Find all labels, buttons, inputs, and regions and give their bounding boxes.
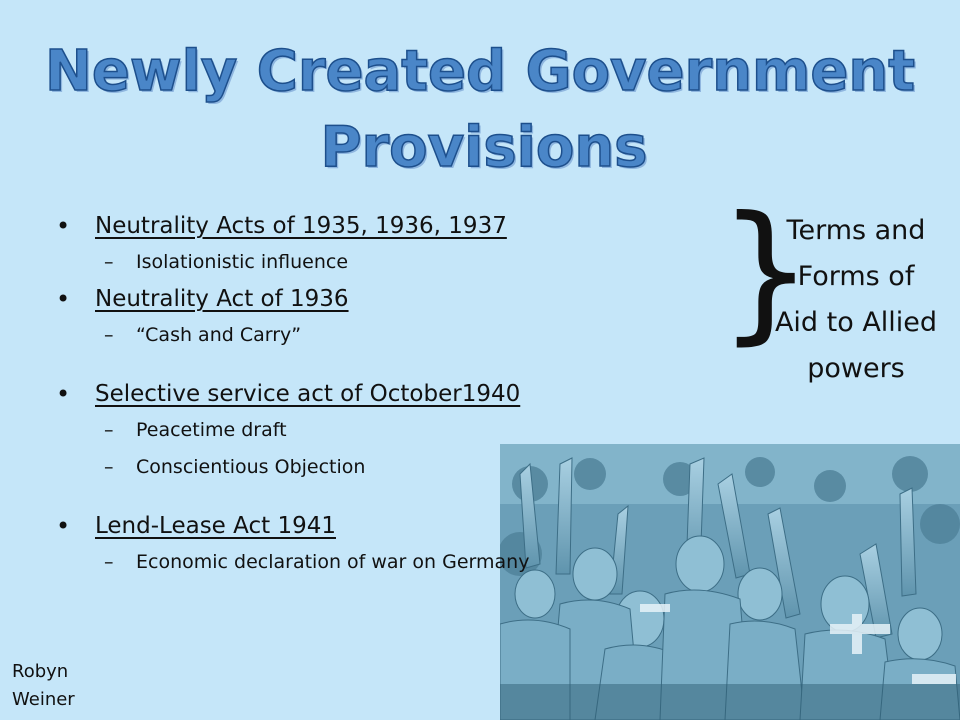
bullet-item — [60, 208, 640, 244]
bullet-heading: Neutrality Act of 1936 — [95, 286, 349, 312]
aid-terms-note — [758, 208, 954, 392]
bullet-heading: Lend-Lease Act 1941 — [95, 513, 336, 539]
sub-bullet-item: – “Cash and Carry” — [60, 317, 640, 354]
bullet-heading: Selective service act of October1940 — [95, 381, 521, 407]
author-last-name: Weiner — [12, 689, 75, 710]
aid-terms-line: powers — [807, 353, 905, 384]
sub-bullet-item: – Peacetime draft — [60, 412, 640, 449]
aid-terms-line: Forms of — [797, 261, 915, 292]
slide-title-line2: Provisions — [320, 115, 648, 180]
curly-brace: } — [718, 185, 814, 359]
bullet-heading: Neutrality Acts of 1935, 1936, 1937 — [95, 213, 507, 239]
aid-terms-line: Aid to Allied — [774, 307, 938, 338]
bullet-item — [60, 281, 640, 317]
slide-title — [0, 34, 960, 186]
bullet-item — [60, 508, 640, 544]
slide-title-line1: Newly Created Government — [45, 39, 915, 104]
sub-bullet-item: – Conscientious Objection — [60, 449, 640, 486]
aid-terms-line: Terms and — [786, 215, 926, 246]
author-first-name: Robyn — [12, 661, 69, 682]
sub-bullet-item: – Economic declaration of war on Germany — [60, 544, 640, 581]
bullet-list — [60, 208, 640, 581]
author-credit — [12, 658, 75, 714]
sub-bullet-item: – Isolationistic influence — [60, 244, 640, 281]
bullet-item — [60, 376, 640, 412]
